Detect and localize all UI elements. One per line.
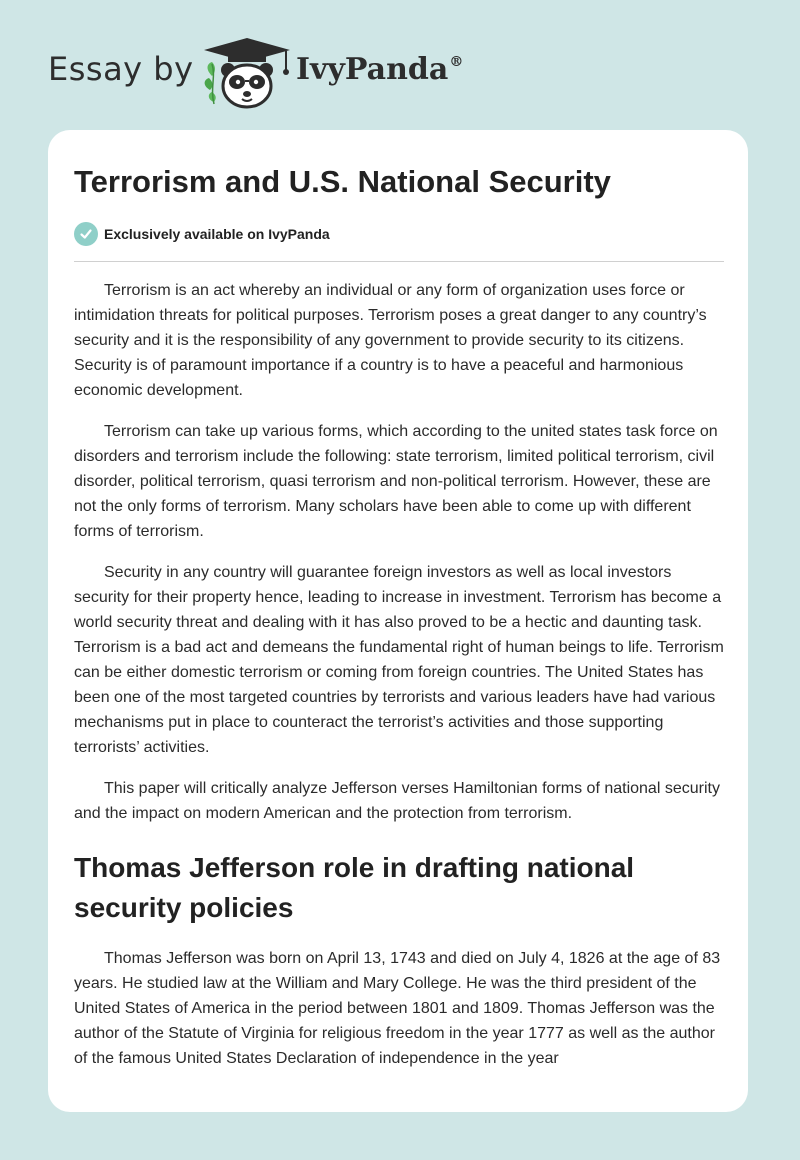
essay-card <box>48 130 748 1112</box>
panda-logo-icon[interactable] <box>200 36 294 110</box>
check-icon <box>74 222 98 246</box>
essay-body <box>74 278 726 1087</box>
brand-name[interactable] <box>296 52 462 87</box>
essay-by-label: Essay by <box>48 50 194 88</box>
site-header <box>0 0 800 130</box>
paragraph: Security in any country will guarantee foreign investors as well as local investors security for their property hence, leading to increase in investment. Terrorism has become a world security threat and dealing with it has also proved to be a hectic and daunting task. Terrorism is a bad act and demeans the fundamental right of human beings to life. Terrorism can be either domestic terrorism or coming from foreign countries. The United States has been one of the most targeted countries by terrorists and various leaders have had various mechanisms put in place to counteract the terrorist’s activities and those supporting terrorists’ activities. <box>74 564 724 756</box>
exclusive-badge-label: Exclusively available on IvyPanda <box>104 226 330 242</box>
paragraph: Terrorism is an act whereby an individual or any form of organization uses force or intimidation threats for political purposes. Terrorism poses a great danger to any country’s security and it is the responsibility of any government to provide security to its citizens. Security is of paramount importance if a country is to have a peaceful and harmonious economic development. <box>74 282 707 399</box>
section-heading: Thomas Jefferson role in drafting national security policies <box>74 852 635 923</box>
page-title: Terrorism and U.S. National Security <box>74 164 611 199</box>
brand-text: IvyPanda <box>296 52 449 87</box>
divider <box>74 261 724 262</box>
paragraph: Terrorism can take up various forms, which according to the united states task force on disorders and terrorism include the following: state terrorism, limited political terrorism, civil disorder, political terrorism, quasi terrorism and non-political terrorism. However, these are not the only forms of terrorism. Many scholars have been able to come up with different forms of terrorism. <box>74 423 718 540</box>
paragraph: This paper will critically analyze Jefferson verses Hamiltonian forms of national security and the impact on modern American and the protection from terrorism. <box>74 780 720 822</box>
exclusive-badge <box>74 221 330 247</box>
paragraph: Thomas Jefferson was born on April 13, 1743 and died on July 4, 1826 at the age of 83 years. He studied law at the William and Mary College. He was the third president of the United States of America in the period between 1801 and 1809. Thomas Jefferson was the author of the Statute of Virginia for religious freedom in the year 1777 as well as the author of the famous United States Declaration of independence in the year <box>74 950 721 1067</box>
registered-mark: ® <box>449 54 464 70</box>
